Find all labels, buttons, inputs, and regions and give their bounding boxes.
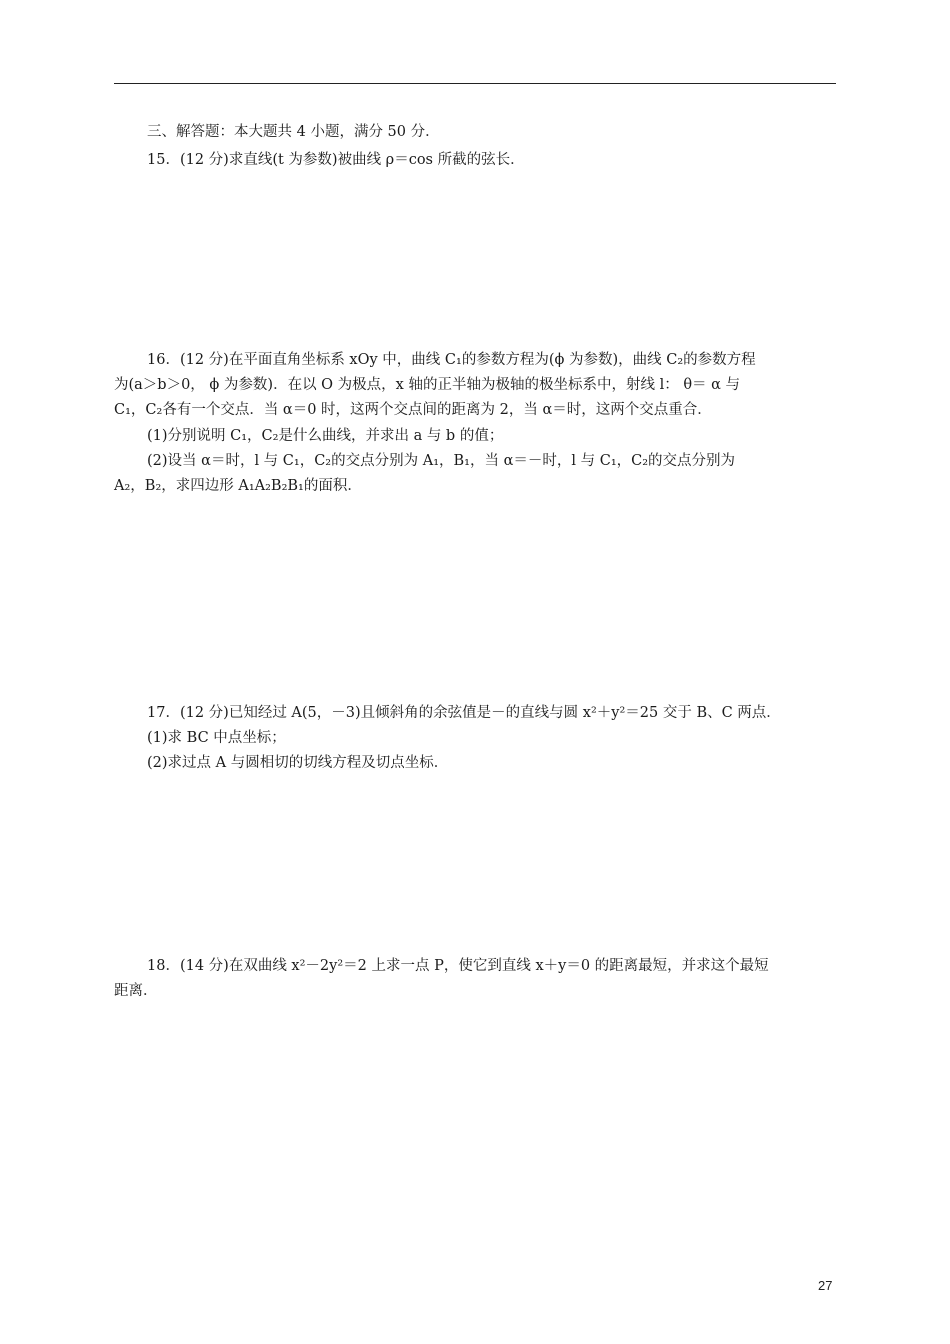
question-17-part-1: (1)求 BC 中点坐标； — [147, 730, 286, 746]
question-15: 15．(12 分)求直线(t 为参数)被曲线 ρ＝cos 所截的弦长． — [147, 152, 525, 168]
page-number: 27 — [818, 1278, 833, 1293]
question-16-line-2: 为(a＞b＞0， ϕ 为参数)．在以 O 为极点，x 轴的正半轴为极轴的极坐标系中，射线 l： θ＝ α 与 — [114, 377, 741, 393]
question-17: 17．(12 分)已知经过 A(5，－3)且倾斜角的余弦值是－的直线与圆 x²＋y²＝25 交于 B、C 两点． — [147, 705, 781, 721]
question-16-line-3: C₁，C₂各有一个交点．当 α＝0 时，这两个交点间的距离为 2，当 α＝时，这两个交点重合． — [114, 402, 712, 418]
question-16-line-6: A₂，B₂，求四边形 A₁A₂B₂B₁的面积． — [114, 478, 362, 494]
question-16-part-1: (1)分别说明 C₁，C₂是什么曲线，并求出 a 与 b 的值； — [147, 428, 504, 444]
question-17-part-2: (2)求过点 A 与圆相切的切线方程及切点坐标． — [147, 755, 449, 771]
section-heading: 三、解答题：本大题共 4 小题，满分 50 分． — [147, 124, 440, 140]
question-16-line-1: 16．(12 分)在平面直角坐标系 xOy 中，曲线 C₁的参数方程为(ϕ 为参数)，曲线 C₂的参数方程 — [147, 352, 756, 368]
question-18: 18．(14 分)在双曲线 x²－2y²＝2 上求一点 P，使它到直线 x＋y＝0 的距离最短，并求这个最短 — [147, 958, 769, 974]
question-18-line-2: 距离． — [114, 983, 158, 999]
question-16-part-2: (2)设当 α＝时，l 与 C₁，C₂的交点分别为 A₁，B₁，当 α＝－时，l 与 C₁，C₂的交点分别为 — [147, 453, 736, 469]
header-rule — [114, 83, 836, 84]
